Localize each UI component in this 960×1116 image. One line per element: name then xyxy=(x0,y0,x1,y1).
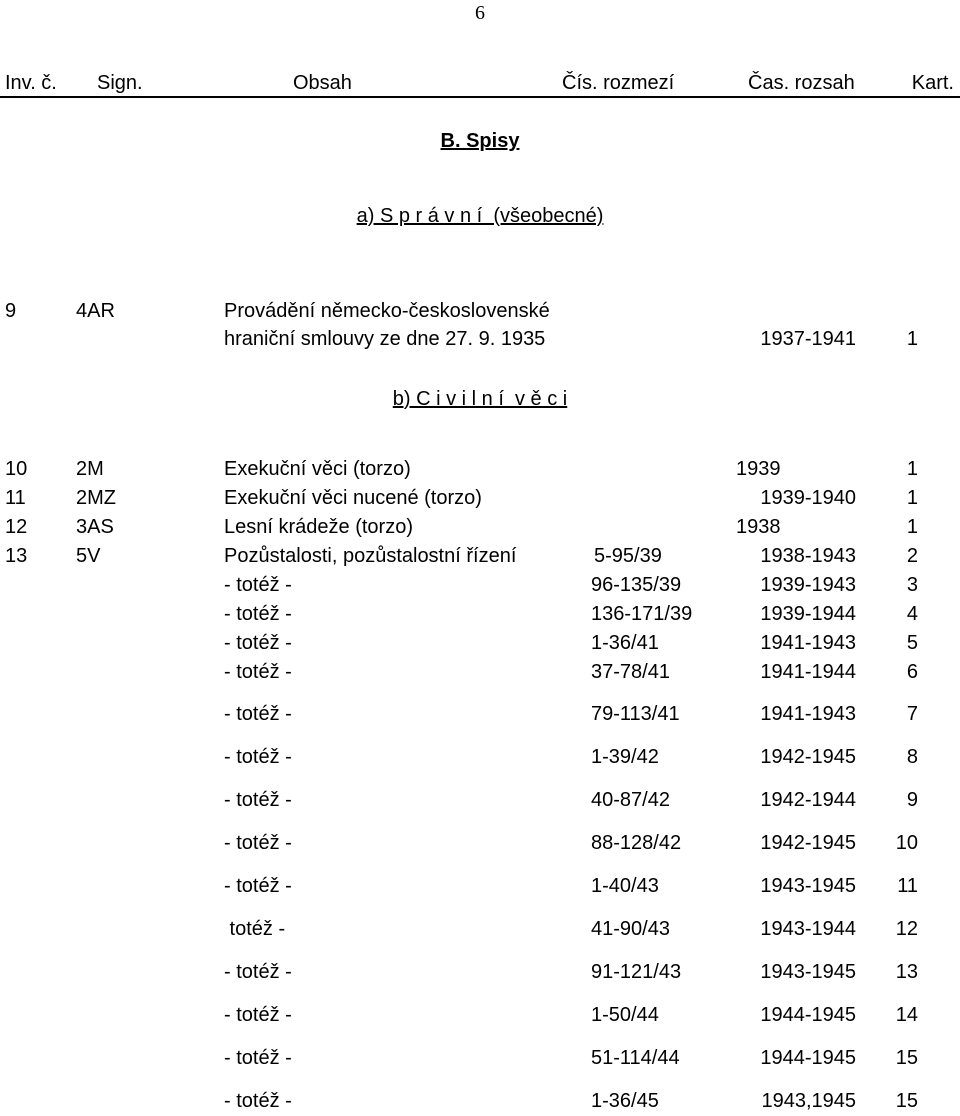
subsection-a-text: a) S p r á v n í (všeobecné) xyxy=(356,205,604,227)
cell-cis: 40-87/42 xyxy=(591,789,670,811)
cell-cas: 1943-1945 xyxy=(760,875,856,897)
page-number: 6 xyxy=(475,2,485,24)
cell-cas: 1943,1945 xyxy=(761,1090,856,1112)
table-row xyxy=(0,1090,960,1116)
cell-cis: 1-36/41 xyxy=(591,632,659,654)
column-header-cis: Čís. rozmezí xyxy=(562,72,675,94)
cell-cis: 79-113/41 xyxy=(591,703,680,725)
column-header-sign: Sign. xyxy=(97,72,143,94)
cell-obsah: Lesní krádeže (torzo) xyxy=(224,516,413,538)
cell-cis: 96-135/39 xyxy=(591,574,682,596)
table-row xyxy=(0,875,960,901)
cell-kart: 3 xyxy=(906,574,918,596)
cell-obsah: - totéž - xyxy=(224,832,292,854)
cell-obsah: Exekuční věci nucené (torzo) xyxy=(224,487,482,509)
cell-kart: 15 xyxy=(895,1090,918,1112)
cell-kart: 4 xyxy=(906,603,918,625)
entry-9-line2 xyxy=(0,328,960,354)
table-row xyxy=(0,574,960,600)
table-row xyxy=(0,1047,960,1073)
cell-cas: 1942-1944 xyxy=(760,789,856,811)
cell-obsah: - totéž - xyxy=(224,746,292,768)
entry-9-sign: 4AR xyxy=(76,300,115,322)
cell-obsah: - totéž - xyxy=(224,1004,292,1026)
cell-cas: 1938-1943 xyxy=(760,545,856,567)
table-row xyxy=(0,458,960,484)
cell-kart: 15 xyxy=(895,1047,918,1069)
cell-cis: 1-39/42 xyxy=(591,746,659,768)
cell-cas: 1943-1945 xyxy=(760,961,856,983)
cell-cis: 136-171/39 xyxy=(591,603,693,625)
cell-cis: 1-40/43 xyxy=(591,875,659,897)
cell-cis: 5-95/39 xyxy=(594,545,662,567)
cell-kart: 10 xyxy=(895,832,918,854)
cell-kart: 1 xyxy=(906,516,918,538)
cell-cas: 1938 xyxy=(736,516,781,538)
table-row xyxy=(0,516,960,542)
column-header-obsah: Obsah xyxy=(293,72,352,94)
cell-kart: 8 xyxy=(906,746,918,768)
cell-cas: 1942-1945 xyxy=(760,832,856,854)
cell-cas: 1941-1943 xyxy=(760,632,856,654)
table-row xyxy=(0,545,960,571)
column-header-inv: Inv. č. xyxy=(5,72,57,94)
cell-kart: 1 xyxy=(906,487,918,509)
cell-cas: 1939-1944 xyxy=(760,603,856,625)
cell-kart: 12 xyxy=(895,918,918,940)
cell-obsah: - totéž - xyxy=(224,1047,292,1069)
cell-inv: 12 xyxy=(5,516,28,538)
cell-cas: 1944-1945 xyxy=(760,1047,856,1069)
cell-cas: 1941-1944 xyxy=(760,661,856,683)
section-title-spisy xyxy=(0,130,960,153)
section-title-text: B. Spisy xyxy=(440,130,520,152)
cell-cis: 91-121/43 xyxy=(591,961,682,983)
cell-cis: 1-36/45 xyxy=(591,1090,659,1112)
cell-obsah: Exekuční věci (torzo) xyxy=(224,458,411,480)
entry-9-obsah-line1: Provádění německo-československé xyxy=(224,300,550,322)
cell-obsah: - totéž - xyxy=(224,1090,292,1112)
cell-kart: 5 xyxy=(906,632,918,654)
entry-9-obsah-line2: hraniční smlouvy ze dne 27. 9. 1935 xyxy=(224,328,546,350)
cell-obsah: Pozůstalosti, pozůstalostní řízení xyxy=(224,545,517,567)
cell-sign: 3AS xyxy=(76,516,114,538)
cell-cas: 1941-1943 xyxy=(760,703,856,725)
cell-cis: 88-128/42 xyxy=(591,832,682,854)
cell-sign: 5V xyxy=(76,545,101,567)
cell-cis: 37-78/41 xyxy=(591,661,670,683)
cell-cas: 1942-1945 xyxy=(760,746,856,768)
table-row xyxy=(0,487,960,513)
table-row xyxy=(0,746,960,772)
cell-cas: 1943-1944 xyxy=(760,918,856,940)
cell-kart: 14 xyxy=(895,1004,918,1026)
table-row xyxy=(0,703,960,729)
cell-sign: 2MZ xyxy=(76,487,116,509)
entry-9-line1 xyxy=(0,300,960,326)
cell-inv: 13 xyxy=(5,545,28,567)
table-row xyxy=(0,961,960,987)
cell-kart: 11 xyxy=(897,875,918,897)
cell-obsah: - totéž - xyxy=(224,661,292,683)
cell-kart: 7 xyxy=(906,703,918,725)
cell-obsah: - totéž - xyxy=(224,703,292,725)
header-rule xyxy=(0,96,960,98)
cell-kart: 9 xyxy=(906,789,918,811)
cell-cas: 1944-1945 xyxy=(760,1004,856,1026)
cell-cas: 1939 xyxy=(736,458,781,480)
cell-inv: 11 xyxy=(5,487,26,509)
cell-obsah: totéž - xyxy=(224,918,286,940)
table-row xyxy=(0,1004,960,1030)
subsection-title-a xyxy=(0,205,960,228)
table-row xyxy=(0,789,960,815)
entry-9-inv: 9 xyxy=(5,300,17,322)
cell-obsah: - totéž - xyxy=(224,961,292,983)
table-row xyxy=(0,661,960,687)
table-row xyxy=(0,918,960,944)
table-row xyxy=(0,603,960,629)
cell-obsah: - totéž - xyxy=(224,574,292,596)
cell-kart: 2 xyxy=(906,545,918,567)
cell-kart: 13 xyxy=(895,961,918,983)
subsection-title-b xyxy=(0,388,960,411)
cell-cis: 1-50/44 xyxy=(591,1004,659,1026)
cell-kart: 6 xyxy=(906,661,918,683)
cell-sign: 2M xyxy=(76,458,104,480)
cell-cis: 41-90/43 xyxy=(591,918,670,940)
cell-kart: 1 xyxy=(906,458,918,480)
table-row xyxy=(0,632,960,658)
cell-obsah: - totéž - xyxy=(224,632,292,654)
cell-cas: 1939-1940 xyxy=(760,487,856,509)
cell-cas: 1939-1943 xyxy=(760,574,856,596)
cell-obsah: - totéž - xyxy=(224,603,292,625)
cell-obsah: - totéž - xyxy=(224,789,292,811)
cell-cis: 51-114/44 xyxy=(591,1047,680,1069)
subsection-b-text: b) C i v i l n í v ě c i xyxy=(392,388,568,410)
table-row xyxy=(0,832,960,858)
cell-obsah: - totéž - xyxy=(224,875,292,897)
entry-9-kart: 1 xyxy=(906,328,918,350)
column-header-cas: Čas. rozsah xyxy=(748,72,855,94)
column-header-kart: Kart. xyxy=(911,72,954,94)
cell-inv: 10 xyxy=(5,458,28,480)
entry-9-cas: 1937-1941 xyxy=(760,328,856,350)
